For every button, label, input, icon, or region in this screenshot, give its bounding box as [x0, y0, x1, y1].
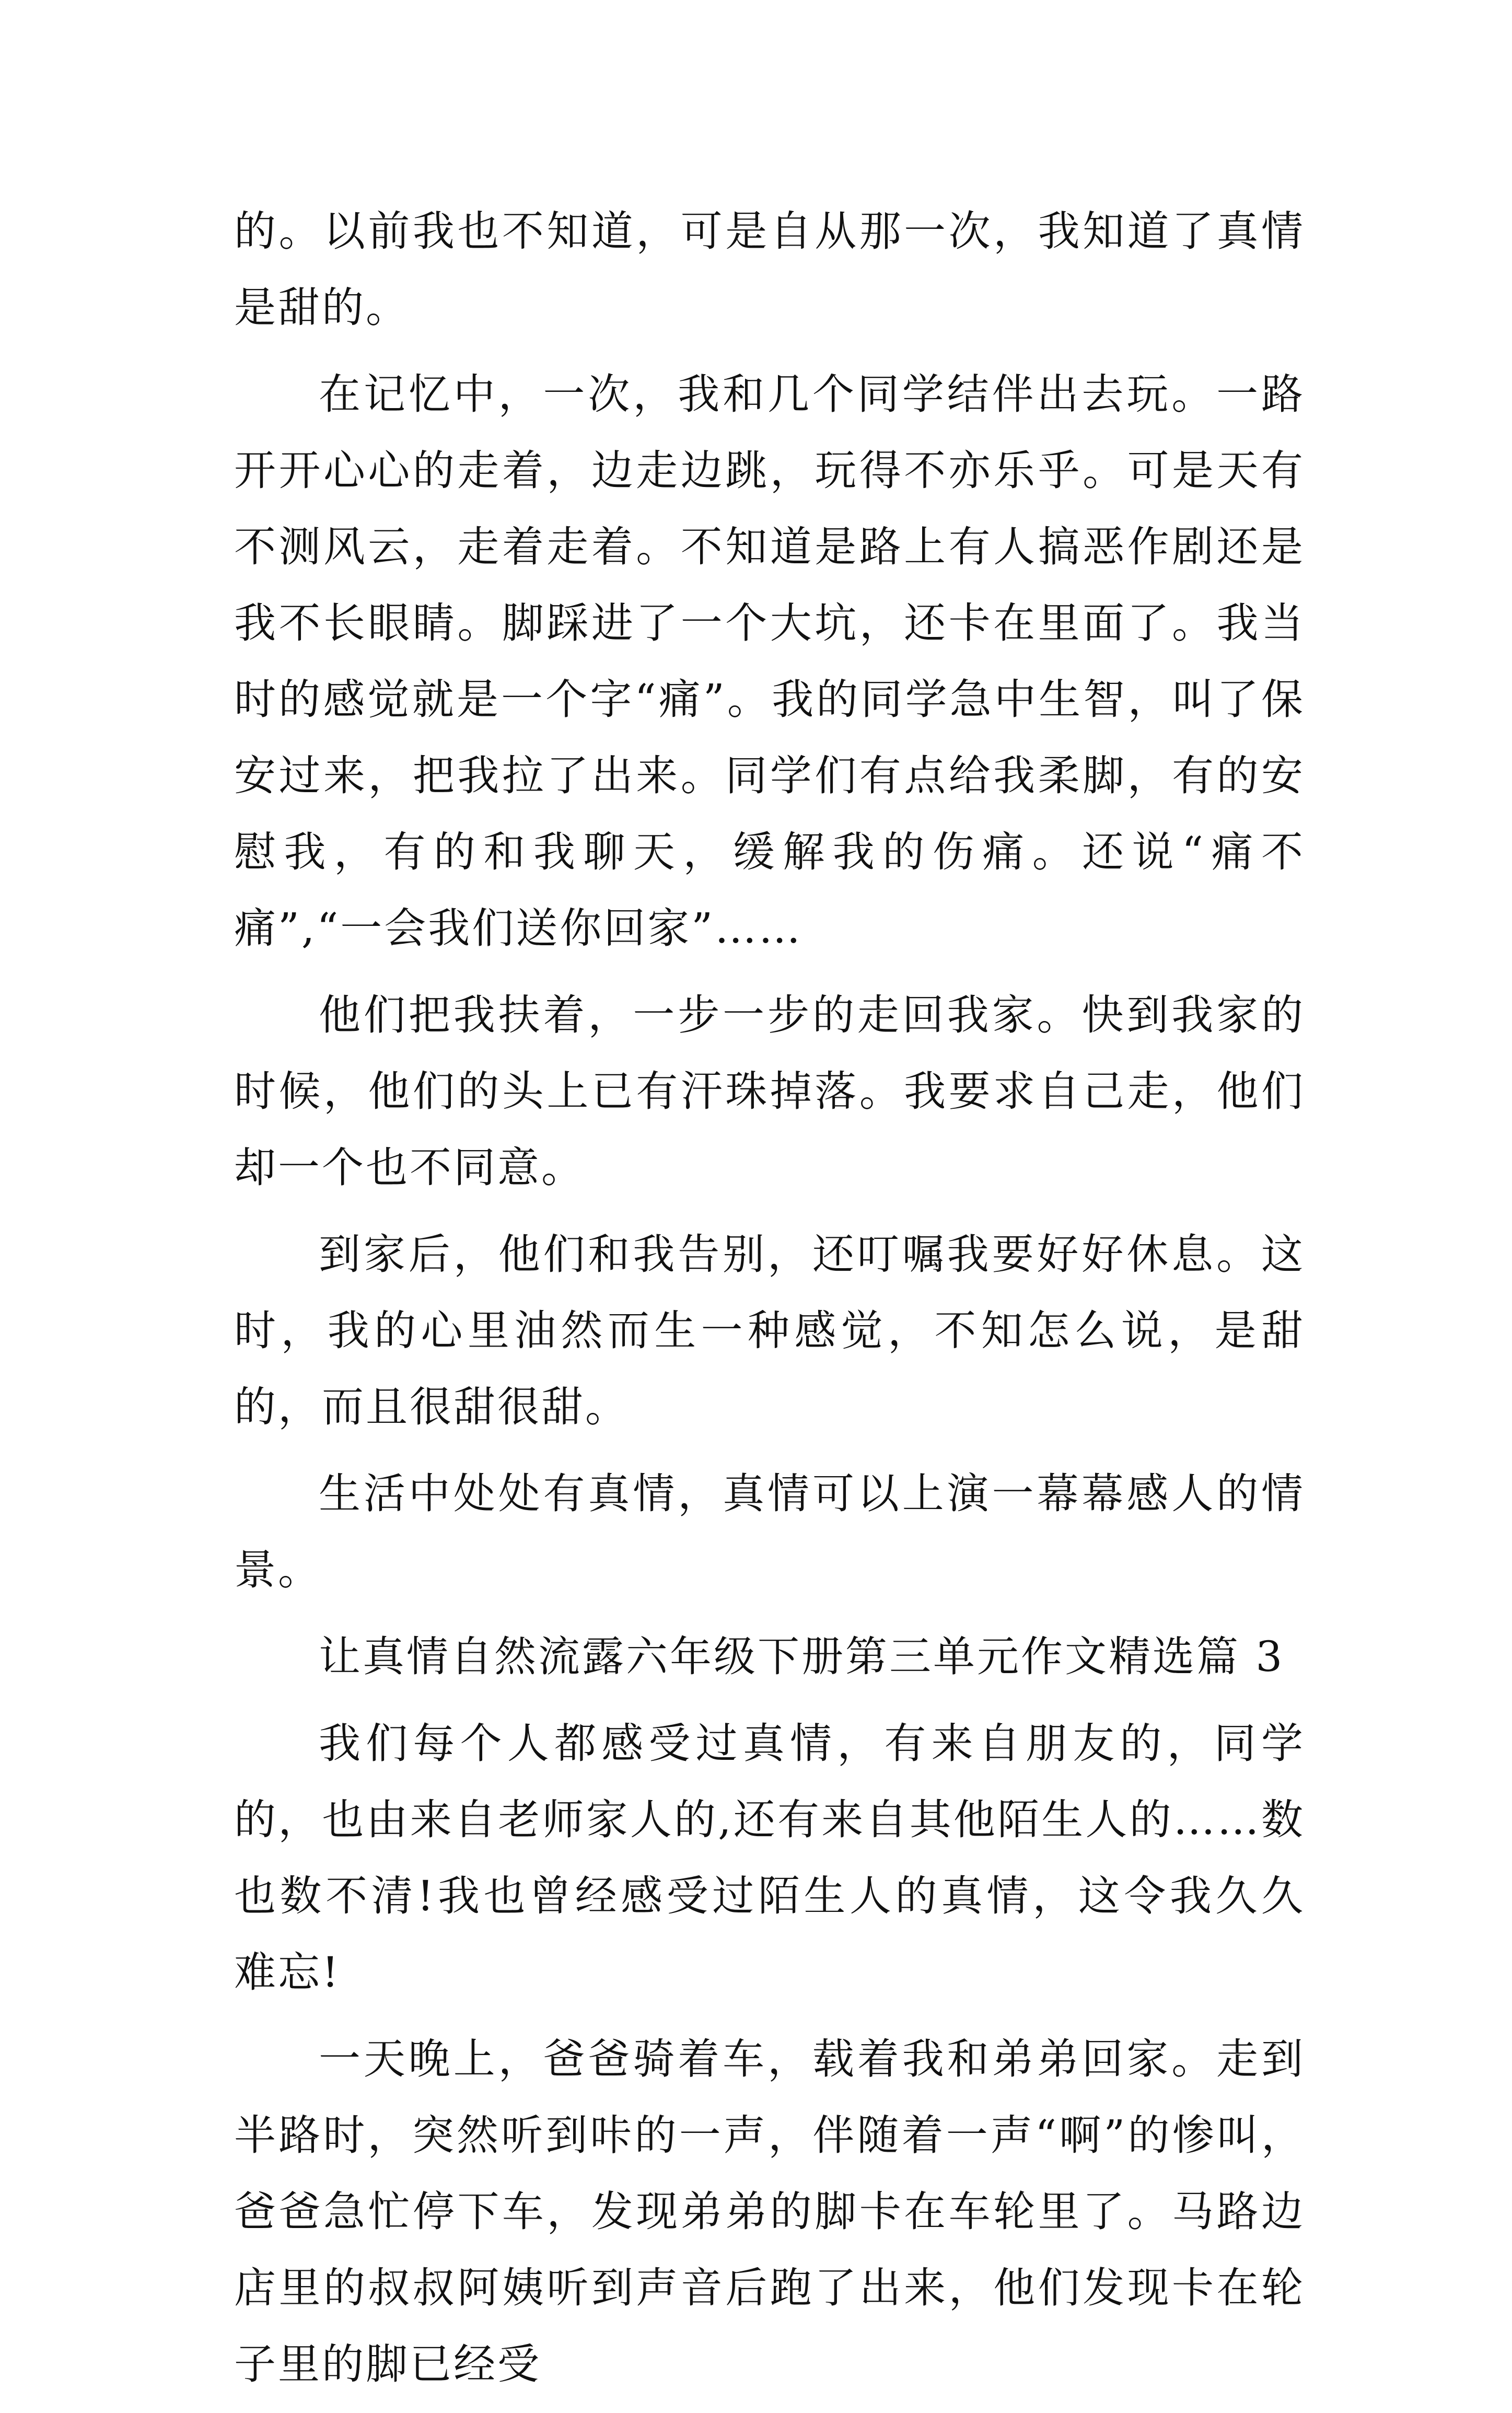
paragraph-conclusion: 生活中处处有真情，真情可以上演一幕幕感人的情景。: [234, 1469, 1305, 1594]
paragraph-night-ride: 一天晚上，爸爸骑着车，载着我和弟弟回家。走到半路时，突然听到咔的一声，伴随着一声“啊”的惨叫，爸爸急忙停下车，发现弟弟的脚卡在车轮里了。马路边店里的叔叔阿姨听到声音后跑了出来，他们发现卡在轮子里的脚已经受: [234, 2035, 1305, 2388]
paragraph-memory: 在记忆中，一次，我和几个同学结伴出去玩。一路开开心心的走着，边走边跳，玩得不亦乐乎。可是天有不测风云，走着走着。不知道是路上有人搞恶作剧还是我不长眼睛。脚踩进了一个大坑，还卡在里面了。我当时的感觉就是一个字“痛”。我的同学急中生智，叫了保安过来，把我拉了出来。同学们有点给我柔脚，有的安慰我，有的和我聊天，缓解我的伤痛。还说“痛不痛”,“一会我们送你回家”……: [234, 370, 1305, 953]
essay-heading: 让真情自然流露六年级下册第三单元作文精选篇 3: [319, 1632, 1285, 1681]
document-body: [234, 193, 1305, 2413]
paragraph-arrive-home: 到家后，他们和我告别，还叮嘱我要好好休息。这时，我的心里油然而生一种感觉，不知怎么说，是甜的，而且很甜很甜。: [234, 1230, 1305, 1431]
paragraph-intro: 我们每个人都感受过真情，有来自朋友的，同学的，也由来自老师家人的,还有来自其他陌生人的……数也数不清!我也曾经感受过陌生人的真情，这令我久久难忘!: [234, 1719, 1305, 1997]
paragraph-walk-home: 他们把我扶着，一步一步的走回我家。快到我家的时候，他们的头上已有汗珠掉落。我要求自己走，他们却一个也不同意。: [234, 991, 1305, 1192]
paragraph-continuation: 的。以前我也不知道，可是自从那一次，我知道了真情是甜的。: [234, 207, 1305, 332]
